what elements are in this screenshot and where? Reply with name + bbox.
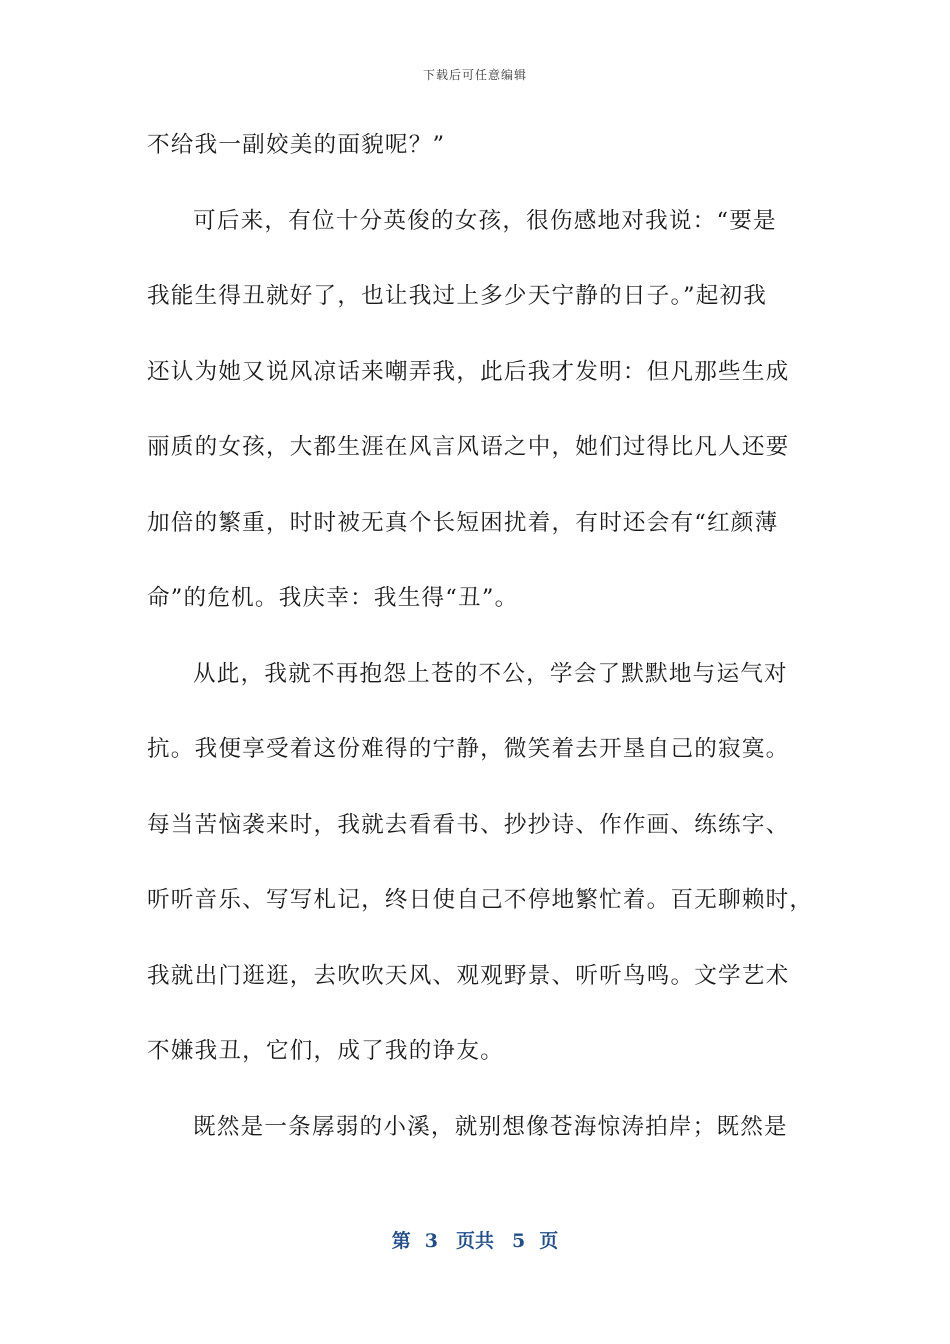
body-text (147, 122, 814, 1179)
total-pages-number: 5 (512, 1230, 526, 1252)
text-line-5: 丽质的女孩，大都生涯在风言风语之中，她们过得比凡人还要 (147, 434, 790, 460)
page-label-mid: 页共 (455, 1230, 494, 1252)
text-line-10: 每当苦恼袭来时，我就去看看书、抄抄诗、作作画、练练字、 (147, 811, 790, 838)
page-header: 下载后可任意编辑 (422, 68, 527, 82)
page-footer (0, 1226, 950, 1253)
text-line-8: 从此，我就不再抱怨上苍的不公，学会了默默地与运气对 (193, 660, 788, 687)
text-line-12: 我就出门逛逛，去吹吹天风、观观野景、听听鸟鸣。文学艺术 (147, 962, 790, 989)
text-line-11: 听听音乐、写写札记，终日使自己不停地繁忙着。百无聊赖时， (147, 887, 814, 913)
text-line-9: 抗。我便享受着这份难得的宁静，微笑着去开垦自己的寂寞。 (147, 736, 790, 762)
page-label-suffix: 页 (539, 1230, 559, 1252)
current-page-number: 3 (424, 1230, 438, 1252)
text-line-13: 不嫌我丑，它们，成了我的诤友。 (147, 1038, 504, 1064)
text-line-1: 不给我一副姣美的面貌呢？” (147, 132, 446, 158)
text-line-3: 我能生得丑就好了，也让我过上多少天宁静的日子。”起初我 (147, 283, 768, 309)
text-line-14: 既然是一条孱弱的小溪，就别想像苍海惊涛拍岸；既然是 (193, 1113, 788, 1140)
text-line-4: 还认为她又说风凉话来嘲弄我，此后我才发明：但凡那些生成 (147, 358, 790, 385)
page-label-prefix: 第 (391, 1230, 411, 1252)
text-line-6: 加倍的繁重，时时被无真个长短困扰着，有时还会有“红颜薄 (147, 509, 779, 536)
text-line-7: 命”的危机。我庆幸：我生得“丑”。 (147, 585, 519, 611)
text-line-2: 可后来，有位十分英俊的女孩，很伤感地对我说：“要是 (193, 207, 777, 234)
